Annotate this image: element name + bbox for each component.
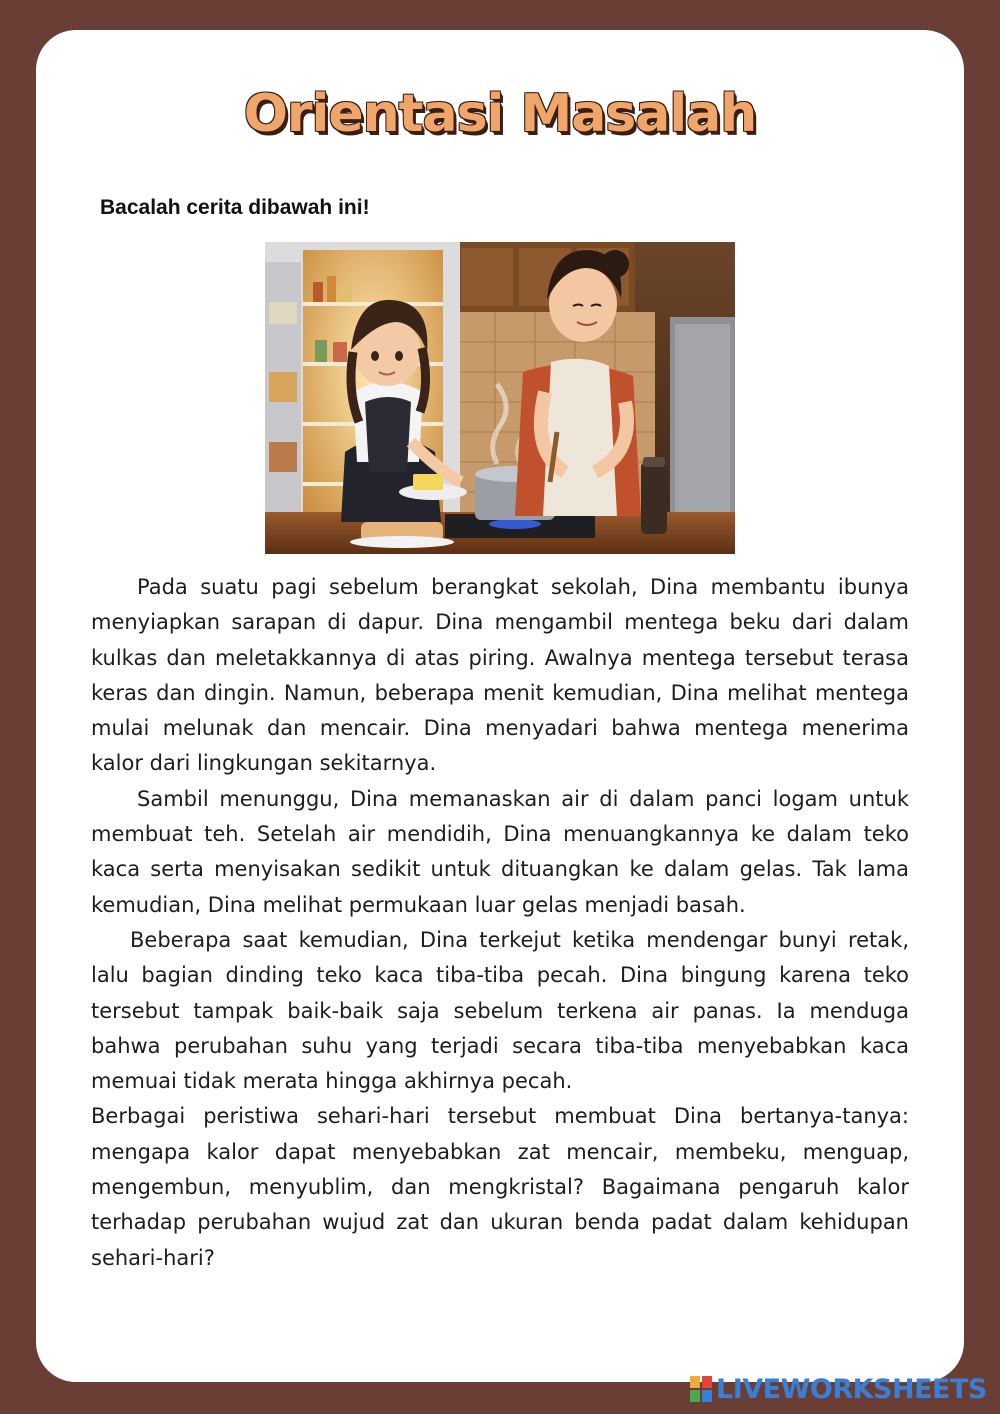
liveworksheets-footer[interactable]	[690, 1372, 987, 1406]
story-paragraph-1: Pada suatu pagi sebelum berangkat sekolah, Dina membantu ibunya menyiapkan sarapan di dapur. Dina mengambil mentega beku dari dalam kulkas dan meletakkannya di atas piring. Awalnya mentega tersebut terasa keras dan dingin. Namun, beberapa menit kemudian, Dina melihat mentega mulai melunak dan mencair. Dina menyadari bahwa mentega menerima kalor dari lingkungan sekitarnya.	[91, 575, 909, 776]
cooking-scene-illustration	[265, 242, 735, 554]
instruction-text: Bacalah cerita dibawah ini!	[100, 196, 370, 219]
story-paragraph-2: Sambil menunggu, Dina memanaskan air di dalam panci logam untuk membuat teh. Setelah air mendidih, Dina menuangkannya ke dalam teko kaca serta menyisakan sedikit untuk dituangkan ke dalam gelas. Tak lama kemudian, Dina melihat permukaan luar gelas menjadi basah.	[91, 786, 909, 917]
page-title: Orientasi Masalah	[243, 84, 757, 144]
story-paragraph-3: Beberapa saat kemudian, Dina terkejut ketika mendengar bunyi retak, lalu bagian dinding teko kaca tiba-tiba pecah. Dina bingung karena teko tersebut tampak baik-baik saja sebelum terkena air panas. Ia menduga bahwa perubahan suhu yang terjadi secara tiba-tiba menyebabkan kaca memuai tidak merata hingga akhirnya pecah.	[91, 927, 909, 1094]
liveworksheets-logo-icon	[690, 1376, 712, 1402]
liveworksheets-brand: LIVEWORKSHEETS	[716, 1373, 987, 1405]
story-text	[91, 570, 909, 1276]
story-paragraph-4: Berbagai peristiwa sehari-hari tersebut membuat Dina bertanya-tanya: mengapa kalor dapat menyebabkan zat mencair, membeku, menguap, mengembun, menyublim, dan mengkristal? Bagaimana pengaruh kalor terhadap perubahan wujud zat dan ukuran benda padat dalam kehidupan sehari-hari?	[91, 1104, 909, 1270]
